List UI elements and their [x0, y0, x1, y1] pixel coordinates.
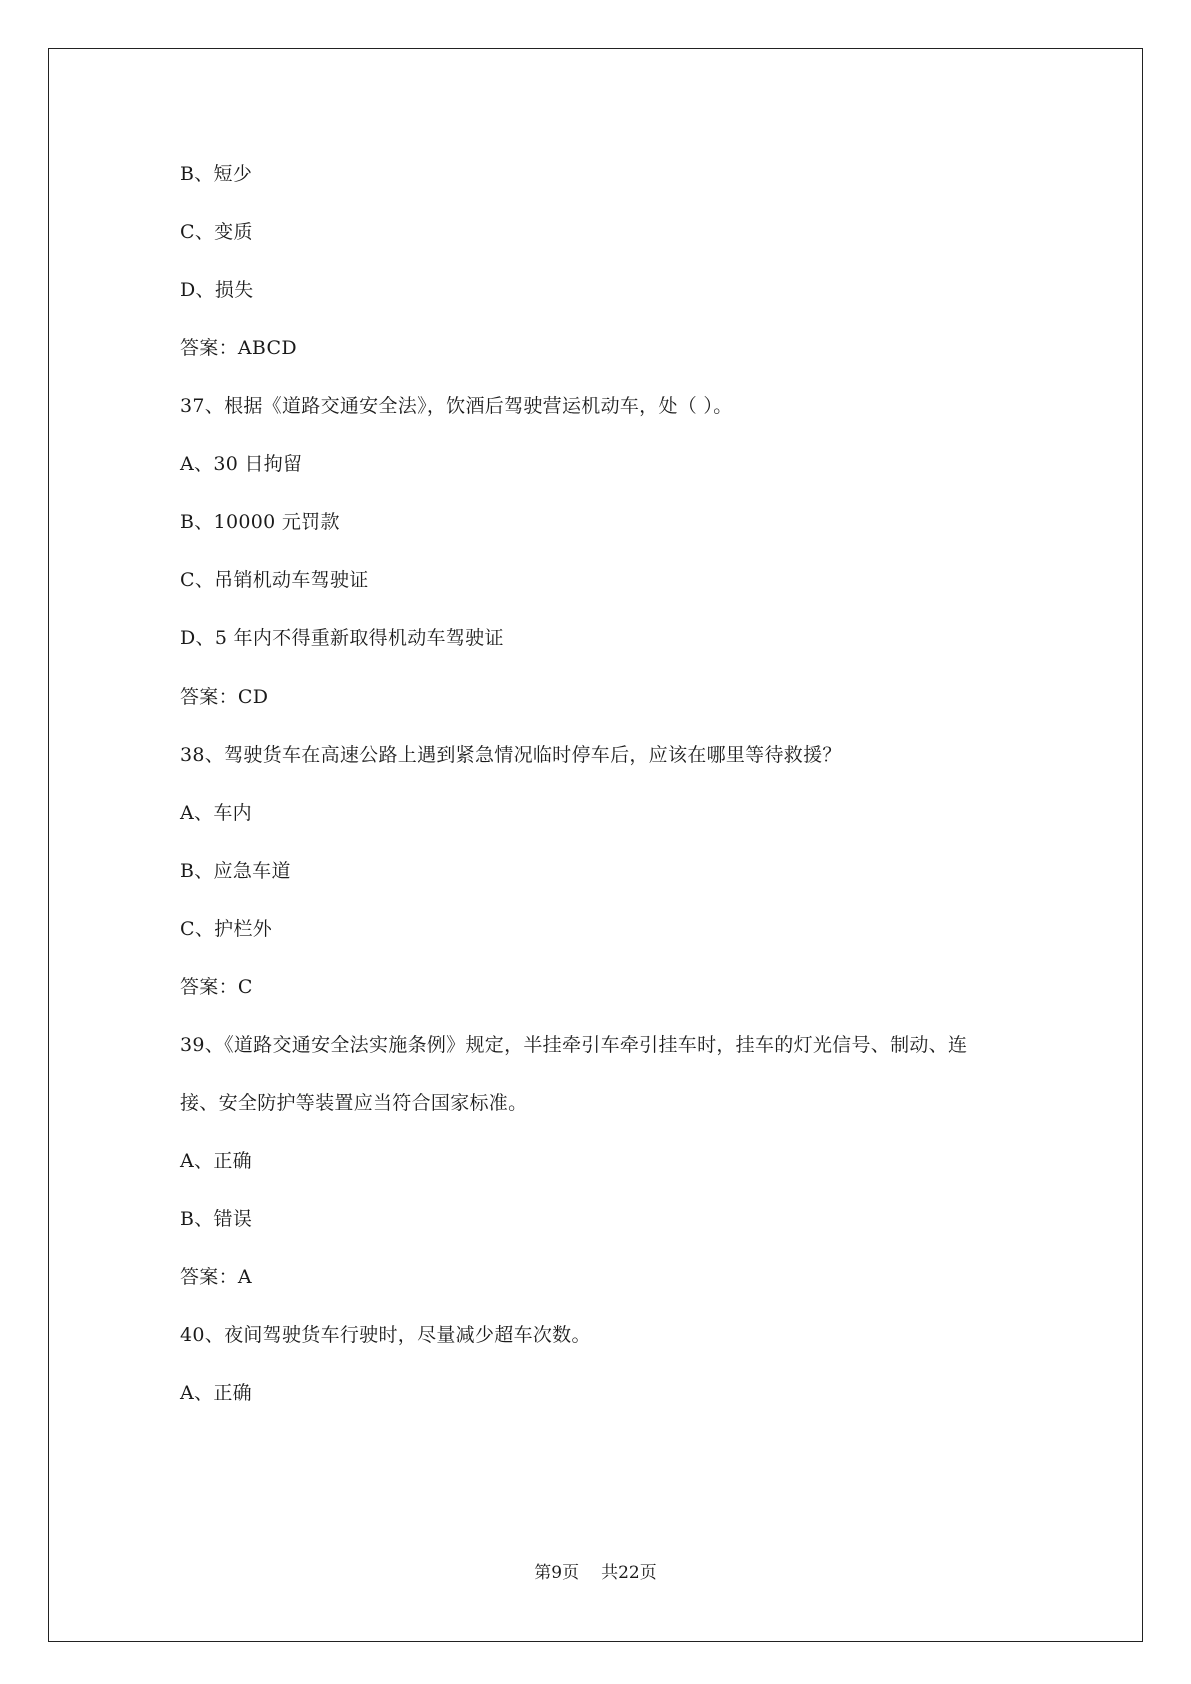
page-number: 第9页: [534, 1563, 580, 1583]
option-line: D、5 年内不得重新取得机动车驾驶证: [180, 627, 504, 649]
page-total: 共22页: [601, 1563, 657, 1583]
option-line: A、30 日拘留: [180, 453, 303, 475]
option-line: B、错误: [180, 1208, 253, 1230]
option-line: B、应急车道: [180, 860, 291, 882]
option-line: A、正确: [180, 1382, 252, 1404]
option-line: A、车内: [180, 802, 252, 824]
option-line: A、正确: [180, 1150, 252, 1172]
question-line: 40、夜间驾驶货车行驶时，尽量减少超车次数。: [180, 1324, 591, 1346]
page-footer: [0, 1562, 1191, 1584]
answer-line: 答案：C: [180, 976, 253, 998]
option-line: D、损失: [180, 279, 254, 301]
option-line: C、变质: [180, 221, 253, 243]
option-line: B、短少: [180, 163, 253, 185]
answer-line: 答案：ABCD: [180, 337, 297, 359]
option-line: C、护栏外: [180, 918, 273, 940]
question-line: 39、《道路交通安全法实施条例》规定，半挂牵引车牵引挂车时，挂车的灯光信号、制动、连: [180, 1034, 968, 1056]
answer-line: 答案：CD: [180, 686, 269, 708]
question-line: 接、安全防护等装置应当符合国家标准。: [180, 1092, 528, 1114]
question-line: 38、驾驶货车在高速公路上遇到紧急情况临时停车后，应该在哪里等待救援？: [180, 744, 842, 766]
option-line: C、吊销机动车驾驶证: [180, 569, 369, 591]
option-line: B、10000 元罚款: [180, 511, 340, 533]
answer-line: 答案：A: [180, 1266, 252, 1288]
question-line: 37、根据《道路交通安全法》，饮酒后驾驶营运机动车，处（ ）。: [180, 395, 733, 417]
